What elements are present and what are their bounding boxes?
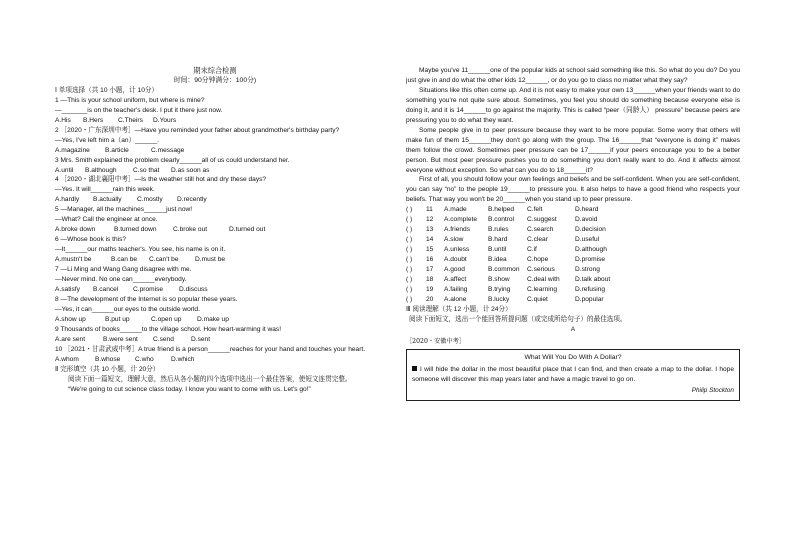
q5-options bbox=[55, 225, 375, 235]
q4-line2: —Yes. It will______rain this week. bbox=[55, 186, 155, 194]
q9-option-b: B.were sent bbox=[103, 335, 138, 343]
q5-option-a: A.broke down bbox=[55, 226, 96, 234]
reading-passage-text: I will hide the dollar in the most beautiful place that I can find, and then create a map to the dollar. I hope someone will discover this map years later and have a magic travel to go on. bbox=[412, 365, 734, 383]
answer-blank[interactable]: ( ) bbox=[406, 266, 413, 274]
question-number: 15 bbox=[426, 246, 434, 254]
q1-option-c: C.Theirs bbox=[118, 116, 143, 124]
choice-option-d: D.heard bbox=[575, 206, 599, 214]
choice-option-b: B.helped bbox=[488, 206, 515, 214]
choice-option-d: D.strong bbox=[575, 266, 600, 274]
square-bullet-icon bbox=[412, 366, 417, 371]
choice-option-d: D.refusing bbox=[575, 285, 606, 293]
reading-passage-author: Philip Stockton bbox=[691, 386, 734, 394]
q9-option-c: C.send bbox=[153, 335, 174, 343]
exam-title: 期末综合检测 bbox=[193, 66, 237, 75]
choice-option-a: A.failing bbox=[444, 285, 468, 293]
question-number: 13 bbox=[426, 226, 434, 234]
choice-row-20 bbox=[406, 295, 740, 305]
q10-option-a: A.whom bbox=[55, 355, 79, 363]
choice-row-14 bbox=[406, 235, 740, 245]
q3-option-b: B.although bbox=[85, 166, 117, 174]
section-1-heading: Ⅰ 单项选择（共 10 小题，计 10分） bbox=[55, 86, 159, 94]
answer-blank[interactable]: ( ) bbox=[406, 295, 413, 303]
choice-option-b: B.lucky bbox=[488, 295, 510, 303]
q2-line2: —Yes, I've left him a（an）______. bbox=[55, 136, 160, 144]
choice-option-c: C.learning bbox=[527, 285, 558, 293]
q5-option-b: B.turned down bbox=[114, 226, 157, 234]
question-number: 18 bbox=[426, 276, 434, 284]
choice-option-d: D.useful bbox=[575, 236, 600, 244]
q8-option-a: A.show up bbox=[55, 315, 86, 323]
question-number: 14 bbox=[426, 236, 434, 244]
q9-options bbox=[55, 335, 375, 345]
choice-row-13 bbox=[406, 225, 740, 235]
choice-option-c: C.if bbox=[527, 246, 537, 254]
section-3-heading: Ⅲ 阅读理解（共 12 小题，计 24分） bbox=[406, 305, 512, 313]
q1-options bbox=[55, 116, 375, 126]
q6-options bbox=[55, 255, 375, 265]
q2-options bbox=[55, 146, 375, 156]
q1-line2: —_______is on the teacher's desk. I put it there just now. bbox=[55, 106, 223, 114]
choice-option-b: B.until bbox=[488, 246, 507, 254]
choice-option-a: A.unless bbox=[444, 246, 470, 254]
q4-options bbox=[55, 195, 375, 205]
q5-line2: —What? Call the engineer at once. bbox=[55, 216, 158, 224]
choice-option-c: C.serious bbox=[527, 266, 555, 274]
right-column bbox=[406, 66, 740, 401]
cloze-paragraph-1: Maybe you've 11______one of the popular kids at school said something like this. So what do you do? Do you just give in and do what the other kids 12______, or do you go to class no matter what they say? bbox=[406, 67, 740, 84]
choice-option-a: A.made bbox=[444, 206, 467, 214]
q6-line2: —It______our maths teacher's. You see, his name is on it. bbox=[55, 246, 226, 254]
answer-blank[interactable]: ( ) bbox=[406, 276, 413, 284]
question-number: 17 bbox=[426, 266, 434, 274]
choice-option-d: D.promise bbox=[575, 256, 606, 264]
choice-option-c: C.quiet bbox=[527, 295, 548, 303]
choice-option-c: C.suggest bbox=[527, 216, 557, 224]
question-number: 12 bbox=[426, 216, 434, 224]
q8-options bbox=[55, 315, 375, 325]
question-number: 20 bbox=[426, 295, 434, 303]
answer-blank[interactable]: ( ) bbox=[406, 246, 413, 254]
choice-option-d: D.popular bbox=[575, 295, 604, 303]
choice-option-b: B.hard bbox=[488, 236, 508, 244]
q1-option-b: B.Hers bbox=[83, 116, 104, 124]
cloze-choice-list bbox=[406, 205, 740, 305]
choice-option-a: A.friends bbox=[444, 226, 471, 234]
choice-option-a: A.complete bbox=[444, 216, 477, 224]
choice-option-a: A.doubt bbox=[444, 256, 467, 264]
q10-line1: 10 ［2021・甘肃武威中考］A true friend is a person______reaches for your hand and touches your heart. bbox=[55, 345, 366, 353]
section-2-instructions: 阅读下面一篇短文，理解大意，然后从各小题的四个选项中选出一个最佳答案，使短文连贯完整。 bbox=[68, 375, 352, 383]
exam-time-info: 时间：90分钟满分：100分) bbox=[173, 76, 257, 84]
q9-line1: 9 Thousands of books______to the village school. How heart-warming it was! bbox=[55, 325, 282, 333]
q10-option-b: B.whose bbox=[95, 355, 121, 363]
reading-part-a-label: A bbox=[570, 325, 576, 333]
q8-option-d: D.make up bbox=[197, 315, 229, 323]
section-3-instructions: 阅读下面短文，选出一个能回答所提问题（或完成所给句子）的最佳选项。 bbox=[409, 315, 627, 323]
choice-option-d: D.talk about bbox=[575, 276, 611, 284]
q7-option-c: C.promise bbox=[133, 285, 164, 293]
q7-line1: 7 —Li Ming and Wang Gang disagree with me. bbox=[55, 266, 192, 274]
q5-line1: 5 —Manager, all the machines______just now! bbox=[55, 206, 193, 214]
q10-option-c: C.who bbox=[135, 355, 154, 363]
choice-option-d: D.avoid bbox=[575, 216, 598, 224]
q3-options bbox=[55, 166, 375, 176]
choice-option-c: C.deal with bbox=[527, 276, 560, 284]
q9-option-d: D.sent bbox=[191, 335, 211, 343]
choice-row-16 bbox=[406, 255, 740, 265]
q4-option-d: D.recently bbox=[177, 196, 207, 204]
answer-blank[interactable]: ( ) bbox=[406, 285, 413, 293]
q1-option-a: A.His bbox=[55, 116, 71, 124]
q5-option-c: C.broke out bbox=[173, 226, 208, 234]
q4-option-c: C.mostly bbox=[137, 196, 163, 204]
q8-option-c: C.open up bbox=[151, 315, 182, 323]
question-number: 16 bbox=[426, 256, 434, 264]
answer-blank[interactable]: ( ) bbox=[406, 226, 413, 234]
choice-option-c: C.search bbox=[527, 226, 554, 234]
cloze-paragraph-3: Some people give in to peer pressure because they want to be more popular. Some worry that others will make fun of them 15______they don't go along with the group. The 16______that “everyone is doing it” makes them follow the crowd. Sometimes peer pressure can be 17______if your peers encourage you to be a better person. But most peer pressure pushes you to do something you don't really want to do. And it affects almost everyone without exception. So what can you do to 18______it? bbox=[406, 126, 740, 174]
choice-option-a: A.good bbox=[444, 266, 465, 274]
choice-row-11 bbox=[406, 205, 740, 215]
choice-option-b: B.trying bbox=[488, 285, 511, 293]
choice-row-19 bbox=[406, 285, 740, 295]
choice-option-b: B.show bbox=[488, 276, 510, 284]
reading-source: ［2020・安徽中考］ bbox=[406, 337, 466, 345]
q10-option-d: D.which bbox=[171, 355, 195, 363]
question-number: 11 bbox=[426, 206, 433, 214]
q4-line1: 4 ［2020・湖北襄阳中考］—Is the weather still hot and dry these days? bbox=[55, 176, 267, 184]
choice-option-b: B.control bbox=[488, 216, 515, 224]
cloze-paragraph-4: First of all, you should follow your own feelings and beliefs and be self-confident. When you are self-confident, you can say “no” to the people 19______to pressure you. It also helps to have a good friend who respects your beliefs. That way you won't be 20______when you stand up to peer pressure. bbox=[406, 176, 740, 204]
q3-line1: 3 Mrs. Smith explained the problem clearly______all of us could understand her. bbox=[55, 156, 290, 164]
choice-row-18 bbox=[406, 275, 740, 285]
answer-blank[interactable]: ( ) bbox=[406, 236, 413, 244]
q6-option-a: A.mustn't be bbox=[55, 256, 92, 264]
choice-option-b: B.idea bbox=[488, 256, 507, 264]
choice-option-b: B.rules bbox=[488, 226, 509, 234]
choice-option-a: A.slow bbox=[444, 236, 464, 244]
q8-option-b: B.put up bbox=[105, 315, 130, 323]
q2-line1: 2 ［2020・广东深圳中考］—Have you reminded your father about grandmother's birthday party? bbox=[55, 126, 340, 134]
answer-blank[interactable]: ( ) bbox=[406, 216, 413, 224]
q6-line1: 6 —Whose book is this? bbox=[55, 236, 127, 244]
q3-option-a: A.until bbox=[55, 166, 74, 174]
choice-option-c: C.felt bbox=[527, 206, 543, 214]
answer-blank[interactable]: ( ) bbox=[406, 206, 413, 214]
reading-passage-title: What Will You Do With A Dollar? bbox=[524, 353, 622, 361]
q3-option-c: C.so that bbox=[133, 166, 160, 174]
q5-option-d: D.turned out bbox=[229, 226, 266, 234]
q7-line2: —Never mind. No one can______everybody. bbox=[55, 276, 187, 284]
choice-option-b: B.common bbox=[488, 266, 520, 274]
q2-option-c: C.message bbox=[151, 146, 185, 154]
choice-option-d: D.decision bbox=[575, 226, 606, 234]
choice-option-a: A.affect bbox=[444, 276, 467, 284]
q7-option-b: B.cancel bbox=[93, 285, 119, 293]
choice-option-c: C.clear bbox=[527, 236, 548, 244]
q2-option-b: B.article bbox=[105, 146, 129, 154]
q7-option-d: D.discuss bbox=[179, 285, 208, 293]
q7-option-a: A.satisfy bbox=[55, 285, 80, 293]
passage-opening-line: “We're going to cut science class today. I know you want to come with us. Let's go!” bbox=[68, 385, 311, 393]
choice-row-12 bbox=[406, 215, 740, 225]
left-column bbox=[55, 66, 375, 394]
q10-options bbox=[55, 355, 375, 365]
reading-passage-box bbox=[406, 349, 740, 401]
cloze-paragraph-2: Situations like this often come up. And it is not easy to make your own 13______when your friends want to do something you're not quite sure about. Sometimes, you feel you should do something because everyone else is doing it, and it is 14______to go against the majority. This is called “peer（同龄人） pressure” because peers are pressuring you to do what they want. bbox=[406, 86, 740, 124]
q2-option-a: A.magazine bbox=[55, 146, 90, 154]
q8-line2: —Yes, it can______our eyes to the outside world. bbox=[55, 305, 200, 313]
choice-row-17 bbox=[406, 265, 740, 275]
choice-option-d: D.although bbox=[575, 246, 607, 254]
section-2-heading: Ⅱ 完形填空（共 10 小题，计 20分） bbox=[55, 365, 160, 373]
choice-option-a: A.alone bbox=[444, 295, 467, 303]
q4-option-a: A.hardly bbox=[55, 196, 80, 204]
choice-row-15 bbox=[406, 245, 740, 255]
q8-line1: 8 —The development of the Internet is so popular these years. bbox=[55, 295, 238, 303]
question-number: 19 bbox=[426, 285, 434, 293]
q6-option-b: B.can be bbox=[111, 256, 138, 264]
choice-option-c: C.hope bbox=[527, 256, 549, 264]
q6-option-c: C.can't be bbox=[149, 256, 179, 264]
q1-option-d: D.Yours bbox=[153, 116, 177, 124]
q7-options bbox=[55, 285, 375, 295]
answer-blank[interactable]: ( ) bbox=[406, 256, 413, 264]
q3-option-d: D.as soon as bbox=[171, 166, 210, 174]
q1-line1: 1 —This is your school uniform, but where is mine? bbox=[55, 96, 205, 104]
q6-option-d: D.must be bbox=[195, 256, 226, 264]
q9-option-a: A.are sent bbox=[55, 335, 86, 343]
q4-option-b: B.actually bbox=[93, 196, 122, 204]
